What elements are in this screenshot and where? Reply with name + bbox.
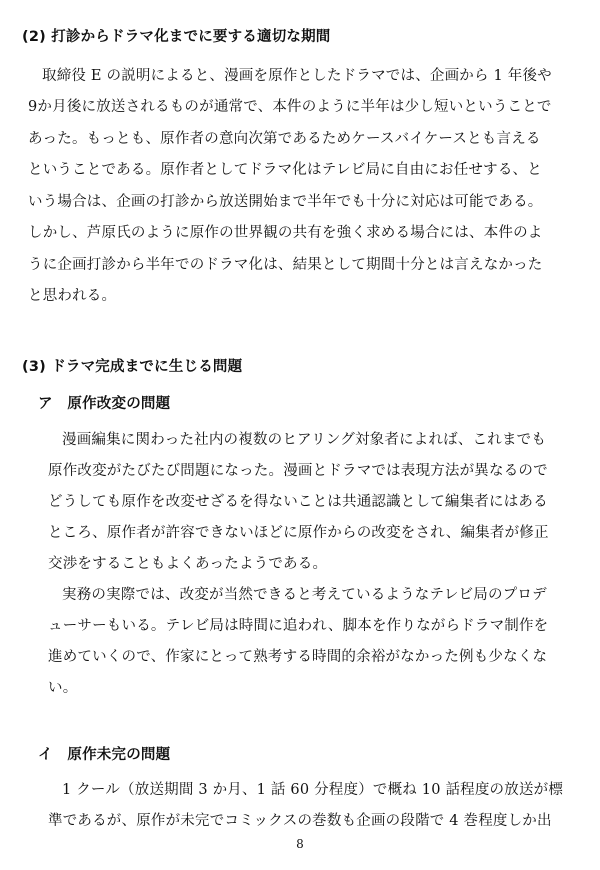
- section-2-line-5: いう場合は、企画の打診から放送開始まで半年でも十分に対応は可能である。: [28, 194, 543, 210]
- section-2-line-7: うに企画打診から半年でのドラマ化は、結果として期間十分とは言えなかった: [28, 257, 543, 273]
- section-3-heading: (3) ドラマ完成までに生じる問題: [22, 359, 243, 375]
- subsection-a-line-5: 交渉をすることもよくあったようである。: [48, 556, 328, 572]
- section-2-heading: (2) 打診からドラマ化までに要する適切な期間: [22, 29, 331, 45]
- subsection-i-line-1: 1 クール（放送期間 3 か月、1 話 60 分程度）で概ね 10 話程度の放送が標: [62, 782, 564, 798]
- section-2-line-1: 取締役 E の説明によると、漫画を原作としたドラマでは、企画から 1 年後や: [42, 68, 552, 84]
- subsection-a-line-1: 漫画編集に関わった社内の複数のヒアリング対象者によれば、これまでも: [62, 432, 547, 448]
- subsection-a-line-6: 実務の実際では、改変が当然できると考えているようなテレビ局のプロデ: [62, 587, 547, 603]
- subsection-i-line-2: 準であるが、原作が未完でコミックスの巻数も企画の段階で 4 巻程度しか出: [48, 813, 552, 829]
- subsection-a-line-3: どうしても原作を改変せざるを得ないことは共通認識として編集者にはある: [48, 494, 548, 510]
- subsection-a-line-8: 進めていくので、作家にとって熟考する時間的余裕がなかった例も少なくな: [48, 649, 548, 665]
- subsection-i-heading: イ 原作未完の問題: [38, 747, 171, 763]
- section-2-line-8: と思われる。: [28, 288, 117, 304]
- subsection-a-line-7: ューサーもいる。テレビ局は時間に追われ、脚本を作りながらドラマ制作を: [48, 618, 549, 634]
- subsection-a-line-4: ところ、原作者が許容できないほどに原作からの改変をされ、編集者が修正: [48, 525, 549, 541]
- section-2-line-4: ということである。原作者としてドラマ化はテレビ局に自由にお任せする、と: [28, 162, 542, 178]
- subsection-a-heading: ア 原作改変の問題: [38, 396, 171, 412]
- subsection-a-line-2: 原作改変がたびたび問題になった。漫画とドラマでは表現方法が異なるので: [48, 463, 548, 479]
- section-2-line-6: しかし、芦原氏のように原作の世界観の共有を強く求める場合には、本件のよ: [28, 225, 543, 241]
- section-2-line-2: 9か月後に放送されるものが通常で、本件のように半年は少し短いということで: [28, 99, 552, 115]
- page-number: 8: [296, 837, 304, 851]
- section-2-line-3: あった。もっとも、原作者の意向次第であるためケースバイケースとも言える: [28, 131, 541, 147]
- subsection-a-line-9: い。: [48, 680, 78, 696]
